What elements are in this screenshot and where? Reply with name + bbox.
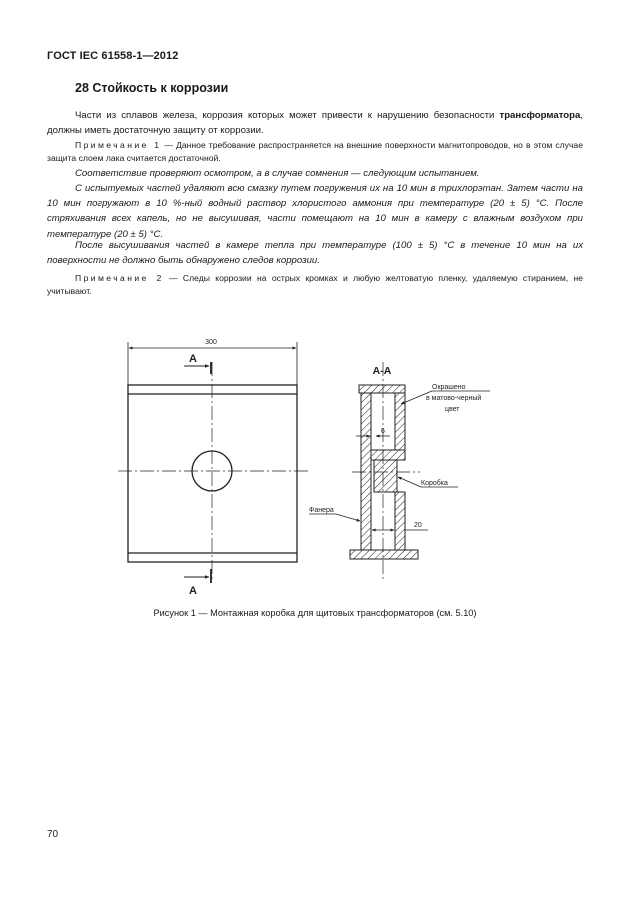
paragraph-bold-term: трансформатора bbox=[499, 110, 581, 121]
mounting-box bbox=[374, 460, 397, 492]
top-cover bbox=[359, 385, 405, 393]
note-text: — Следы коррозии на острых кромках и любую желтоватую пленку, удаляемую стиранием, не учитывают. bbox=[47, 273, 583, 297]
section-mark-top: А bbox=[189, 353, 197, 365]
box-wall-upper bbox=[395, 393, 405, 450]
dim-6-label: 6 bbox=[381, 428, 385, 435]
base-plate bbox=[350, 550, 418, 559]
dim-20-label: 20 bbox=[414, 522, 422, 529]
front-view bbox=[118, 339, 308, 597]
section-mark-bottom: А bbox=[189, 585, 197, 597]
label-paint-line2: в матово-черный bbox=[426, 395, 482, 402]
paragraph-text: , должны иметь достаточную защиту от коррозии. bbox=[47, 110, 583, 137]
label-paint-line1: Окрашено bbox=[432, 384, 466, 391]
box-wall-lower bbox=[395, 492, 405, 550]
plywood-leader bbox=[336, 514, 360, 521]
label-plywood: Фанера bbox=[309, 507, 334, 514]
section-view-title: А-А bbox=[372, 365, 392, 377]
box-leader bbox=[398, 477, 421, 487]
label-box: Коробка bbox=[421, 480, 448, 487]
paragraph-compliance: Соответствие проверяют осмотром, а в случае сомнения — следующим испытанием. bbox=[75, 168, 480, 179]
section-view bbox=[309, 362, 490, 580]
section-title: 28 Стойкость к коррозии bbox=[75, 81, 229, 95]
box-shelf bbox=[371, 450, 405, 460]
document-header: ГОСТ IEC 61558-1—2012 bbox=[47, 50, 179, 62]
paragraph-text: Части из сплавов железа, коррозия которых может привести к нарушению безопасности bbox=[75, 110, 500, 121]
figure-caption: Рисунок 1 — Монтажная коробка для щитовых трансформаторов (см. 5.10) bbox=[153, 608, 477, 618]
plywood-wall bbox=[361, 393, 371, 550]
page-number: 70 bbox=[47, 829, 59, 840]
note-label: Примечание 1 bbox=[75, 140, 162, 150]
paragraph-test-result: После высушивания частей в камере тепла при температуре (100 ± 5) °C в течение 10 мин на их поверхности не должно быть обнаружено следов коррозии. bbox=[47, 240, 583, 267]
label-paint-line3: цвет bbox=[445, 406, 460, 413]
note-label: Примечание 2 bbox=[75, 273, 164, 283]
paragraph-test-procedure: С испытуемых частей удаляют всю смазку путем погружения их на 10 мин в трихлорэтан. Затем части на 10 мин погружают в 10 %-ный водный раствор хлористого аммония при температуре (20 ± 5) °C. После стряхивания всех капель, но не высушивая, части помещают на 10 мин в камеру с влажным воздухом при температуре (20 ± 5) °C. bbox=[47, 183, 583, 240]
dim-300-label: 300 bbox=[205, 339, 217, 346]
panel-outline bbox=[128, 385, 297, 562]
note-text: — Данное требование распространяется на внешние поверхности магнитопроводов, но в этом случае защита слоем лака считается достаточной. bbox=[47, 140, 583, 164]
